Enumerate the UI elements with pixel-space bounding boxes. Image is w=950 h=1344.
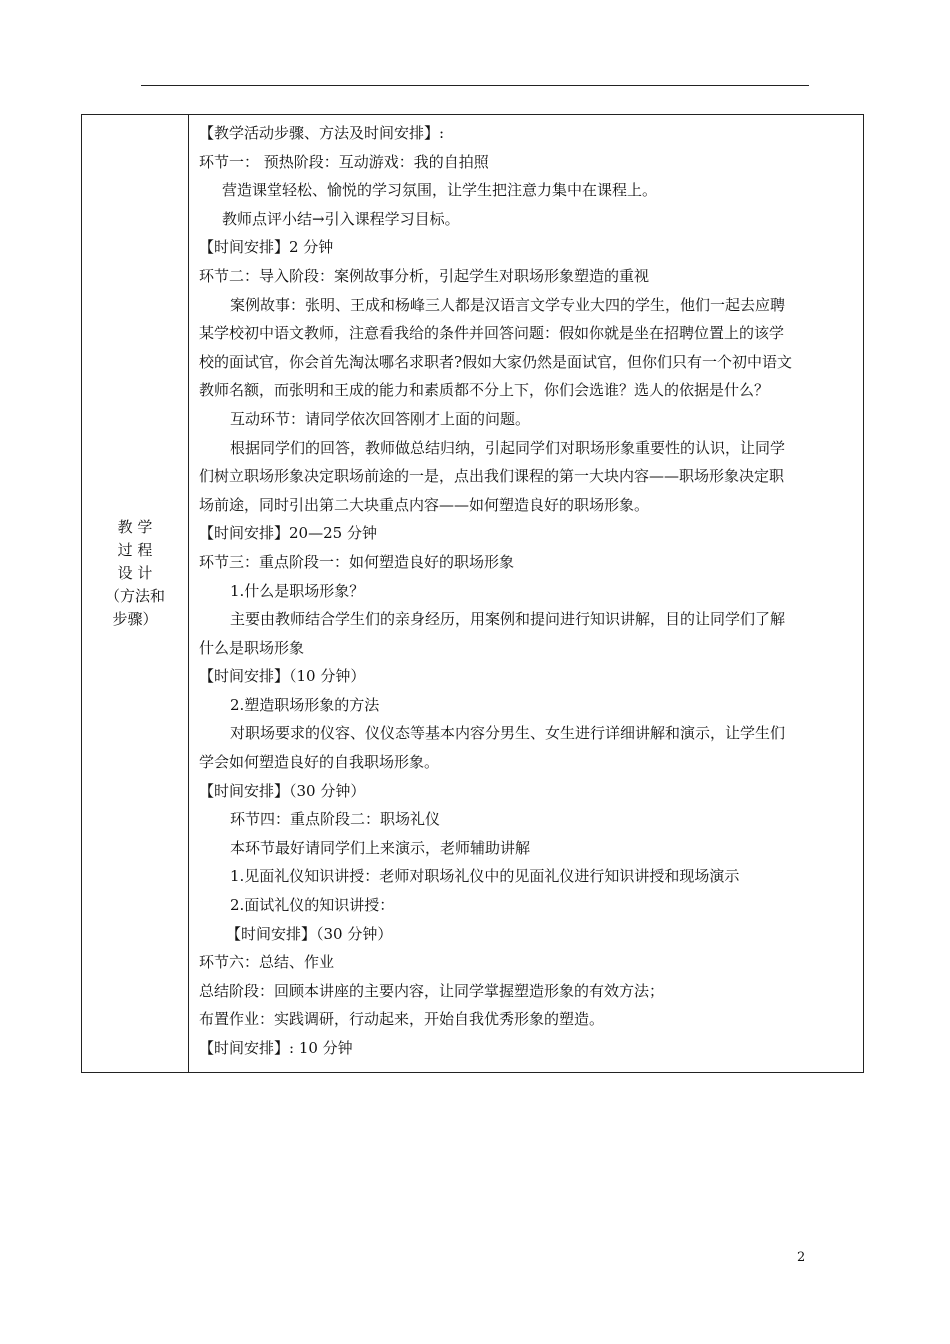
row-label-line: 步骤） — [112, 610, 158, 628]
row-label-line: （方法和 — [104, 587, 165, 605]
content-line: 某学校初中语文教师，注意看我给的条件并回答问题：假如你就是坐在招聘位置上的该学 — [199, 324, 785, 343]
content-line: 【时间安排】（10 分钟） — [199, 667, 366, 686]
content-line: 【时间安排】（30 分钟） — [226, 924, 393, 943]
row-label-cell — [82, 115, 189, 1072]
content-line: 【时间安排】（30 分钟） — [199, 781, 366, 800]
content-line: 1.见面礼仪知识讲授：老师对职场礼仪中的见面礼仪进行知识讲授和现场演示 — [230, 867, 740, 886]
row-label — [95, 516, 175, 631]
content-line: 什么是职场形象 — [199, 638, 305, 657]
page-number: 2 — [797, 1250, 806, 1265]
content-line: 布置作业：实践调研，行动起来，开始自我优秀形象的塑造。 — [199, 1010, 605, 1029]
content-line: 教师点评小结→引入课程学习目标。 — [222, 209, 460, 228]
content-line: 2.面试礼仪的知识讲授： — [230, 896, 395, 915]
content-line: 【时间安排】20—25 分钟 — [199, 524, 377, 543]
content-line: 主要由教师结合学生们的亲身经历，用案例和提问进行知识讲解，目的让同学们了解 — [230, 610, 786, 629]
row-label-line: 过 程 — [117, 541, 153, 559]
lesson-plan-table — [81, 114, 864, 1073]
content-line: 【时间安排】2 分钟 — [199, 238, 334, 257]
content-line: 互动环节：请同学依次回答刚才上面的问题。 — [230, 409, 531, 428]
content-line: 【教学活动步骤、方法及时间安排】: — [199, 124, 445, 142]
content-line: 案例故事：张明、王成和杨峰三人都是汉语言文学专业大四的学生，他们一起去应聘 — [230, 295, 786, 314]
content-line: 本环节最好请同学们上来演示，老师辅助讲解 — [230, 838, 531, 857]
content-line: 学会如何塑造良好的自我职场形象。 — [199, 753, 440, 772]
content-line: 对职场要求的仪容、仪仪态等基本内容分男生、女生进行详细讲解和演示，让学生们 — [230, 724, 786, 743]
content-line: 教师名额，而张明和王成的能力和素质都不分上下，你们会选谁？选人的依据是什么？ — [199, 381, 770, 400]
content-line: 场前途，同时引出第二大块重点内容——如何塑造良好的职场形象。 — [199, 495, 650, 514]
content-line: 环节四：重点阶段二：职场礼仪 — [230, 810, 441, 829]
row-label-line: 教 学 — [117, 518, 153, 536]
content-line: 营造课堂轻松、愉悦的学习氛围，让学生把注意力集中在课程上。 — [222, 181, 658, 200]
content-line: 环节三：重点阶段一：如何塑造良好的职场形象 — [199, 552, 515, 571]
content-line: 1.什么是职场形象？ — [230, 581, 365, 600]
row-label-line: 设 计 — [117, 564, 153, 582]
content-line: 总结阶段：回顾本讲座的主要内容，让同学掌握塑造形象的有效方法； — [199, 981, 665, 1000]
content-line: 【时间安排】: 10 分钟 — [199, 1039, 353, 1057]
teaching-process-content — [189, 115, 863, 1072]
content-line: 2.塑造职场形象的方法 — [230, 695, 380, 714]
header-rule — [141, 85, 809, 86]
content-line: 们树立职场形象决定职场前途的一是，点出我们课程的第一大块内容——职场形象决定职 — [199, 467, 785, 486]
content-line: 环节二：导入阶段：案例故事分析，引起学生对职场形象塑造的重视 — [199, 266, 650, 285]
content-line: 校的面试官，你会首先淘汰哪名求职者?假如大家仍然是面试官，但你们只有一个初中语文 — [199, 352, 793, 371]
content-line: 环节六：总结、作业 — [199, 953, 335, 972]
content-line: 环节一： 预热阶段：互动游戏：我的自拍照 — [199, 152, 489, 171]
content-line: 根据同学们的回答，教师做总结归纳，引起同学们对职场形象重要性的认识，让同学 — [230, 438, 786, 457]
